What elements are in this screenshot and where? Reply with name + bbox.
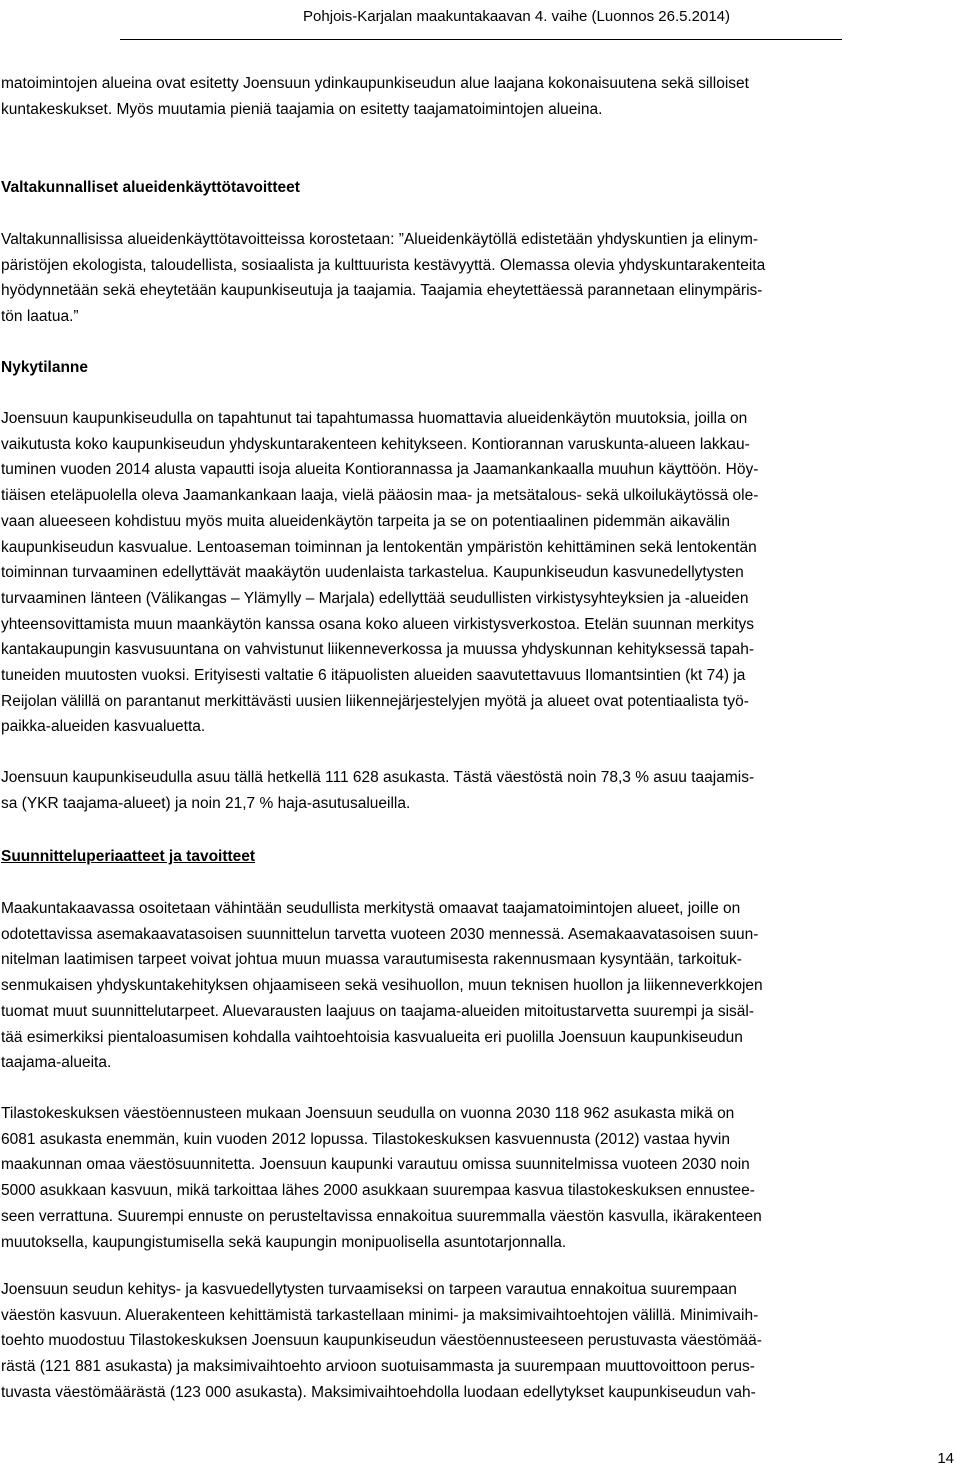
- text-line: kaupunkiseudun kasvualue. Lentoaseman toiminnan ja lentokentän ympäristön kehittäminen sekä lentokentän: [1, 538, 757, 556]
- text-line: rästä (121 881 asukasta) ja maksimivaihtoehto arvioon suotuisammasta ja suurempaan muuttovoittoon perus-: [1, 1358, 755, 1376]
- text-line: toehto muodostuu Tilastokeskuksen Joensuun kaupunkiseudun väestöennusteeseen perustuvasta väestömää-: [1, 1332, 762, 1350]
- valtakunnalliset-paragraph: [1, 227, 951, 330]
- section-heading-valtakunnalliset: Valtakunnalliset alueidenkäyttötavoitteet: [1, 179, 300, 196]
- text-line: matoimintojen alueina ovat esitetty Joensuun ydinkaupunkiseudun alue laajana kokonaisuutena sekä silloiset: [1, 75, 749, 92]
- text-line: Valtakunnallisissa alueidenkäyttötavoitteissa korostetaan: ”Alueidenkäytöllä edistetään yhdyskuntien ja elinym-: [1, 231, 759, 248]
- text-line: tuomat muut suunnittelutarpeet. Aluevarausten laajuus on taajama-alueiden mitoitustarvetta suurempi ja sisäl-: [1, 1002, 755, 1020]
- suunnittelu-paragraph-1: [1, 896, 951, 1076]
- text-line: Maakuntakaavassa osoitetaan vähintään seudullista merkitystä omaavat taajamatoimintojen alueet, joille on: [1, 900, 741, 917]
- text-line: toiminnan turvaaminen edellyttävät maakäytön uudenlaista tarkastelua. Kaupunkiseudun kasvunedellytysten: [1, 564, 744, 582]
- text-line: Joensuun seudun kehitys- ja kasvuedellytysten turvaamiseksi on tarpeen varautua ennakoitua suurempaan: [1, 1281, 737, 1298]
- text-line: tön laatua.”: [1, 308, 79, 326]
- text-line: taajama-alueita.: [1, 1054, 112, 1072]
- text-line: Tilastokeskuksen väestöennusteen mukaan Joensuun seudulla on vuonna 2030 118 962 asukasta mikä on: [1, 1105, 735, 1122]
- text-line: Reijolan välillä on parantanut merkittävästi uusien liikennejärjestelyjen myötä ja alueet ovat potentiaalista työ-: [1, 692, 749, 710]
- page-number: 14: [937, 1450, 954, 1467]
- text-line: maakunnan omaa väestösuunnitetta. Joensuun kaupunki varautuu omissa suunnitelmissa vuoteen 2030 noin: [1, 1156, 750, 1174]
- text-line: nitelman laatimisen tarpeet voivat johtua muun muassa varautumisesta rakennusmaan kysyntään, tarkoituk-: [1, 951, 742, 969]
- text-line: päristöjen ekologista, taloudellista, sosiaalista ja kulttuurista kestävyyttä. Olemassa olevia yhdyskuntarakenteita: [1, 256, 766, 274]
- section-heading-suunnitteluperiaatteet: Suunnitteluperiaatteet ja tavoitteet: [1, 848, 256, 865]
- text-line: tuminen vuoden 2014 alusta vapautti isoja alueita Kontiorannassa ja Jaamankankaalla muuhun käyttöön. Höy-: [1, 461, 759, 479]
- text-line: väestön kasvuun. Aluerakenteen kehittämistä tarkastellaan minimi- ja maksimivaihtoehtojen välillä. Minimivaih-: [1, 1306, 759, 1324]
- text-line: tuneiden muutosten vuoksi. Erityisesti valtatie 6 itäpuolisten alueiden saavutettavuus Ilomantsintien (kt 74) ja: [1, 667, 746, 685]
- suunnittelu-paragraph-3: [1, 1277, 951, 1406]
- nykytilanne-paragraph-2: [1, 765, 951, 816]
- text-line: vaikutusta koko kaupunkiseudun yhdyskuntarakenteen kehitykseen. Kontiorannan varuskunta-alueen lakkau-: [1, 435, 750, 453]
- text-line: Joensuun kaupunkiseudulla asuu tällä hetkellä 111 628 asukasta. Tästä väestöstä noin 78,3 % asuu taajamis-: [1, 769, 755, 786]
- text-line: seen verrattuna. Suurempi ennuste on perusteltavissa ennakoitua suuremmalla väestön kasvulla, ikärakenteen: [1, 1207, 762, 1225]
- header-divider: [120, 39, 842, 40]
- text-line: tiäisen eteläpuolella oleva Jaamankankaan laaja, vielä pääosin maa- ja metsätalous- sekä ulkoilukäytössä ole-: [1, 487, 759, 505]
- text-line: 6081 asukasta enemmän, kuin vuoden 2012 lopussa. Tilastokeskuksen kasvuennusta (2012) vastaa hyvin: [1, 1130, 730, 1148]
- text-line: 5000 asukkaan kasvuun, mikä tarkoittaa lähes 2000 asukkaan suurempaa kasvua tilastokeskuksen ennustee-: [1, 1182, 755, 1200]
- suunnittelu-paragraph-2: [1, 1101, 951, 1255]
- text-line: senmukaisen yhdyskuntakehityksen ohjaamiseen sekä vesihuollon, muun teknisen huollon ja liikenneverkkojen: [1, 977, 763, 995]
- text-line: Joensuun kaupunkiseudulla on tapahtunut tai tapahtumassa huomattavia alueidenkäytön muutoksia, joilla on: [1, 410, 748, 427]
- text-line: tuvasta väestömäärästä (123 000 asukasta). Maksimivaihtoehdolla luodaan edellytykset kaupunkiseudun vah-: [1, 1383, 756, 1401]
- text-line: vaan alueeseen kohdistuu myös muita alueidenkäytön tarpeita ja se on potentiaalinen pidemmän aikavälin: [1, 512, 730, 530]
- text-line: kuntakeskukset. Myös muutamia pieniä taajamia on esitetty taajamatoimintojen alueina.: [1, 100, 603, 118]
- text-line: tää esimerkiksi pientaloasumisen kohdalla vaihtoehtoisia kasvualueita eri puolilla Joensuun kaupunkiseudun: [1, 1028, 743, 1046]
- intro-paragraph: [1, 71, 951, 122]
- text-line: yhteensovittamista muun maankäytön kanssa osana koko alueen virkistysverkostoa. Etelän suunnan merkitys: [1, 615, 754, 633]
- text-line: hyödynnetään sekä eheytetään kaupunkiseutuja ja taajamia. Taajamia eheytettäessä parannetaan elinympäris-: [1, 282, 763, 300]
- running-header: Pohjois-Karjalan maakuntakaavan 4. vaihe (Luonnos 26.5.2014): [303, 8, 730, 25]
- text-line: kantakaupungin kasvusuuntana on vahvistunut liikenneverkossa ja muussa yhdyskunnan kehityksessä tapah-: [1, 641, 755, 659]
- text-line: sa (YKR taajama-alueet) ja noin 21,7 % haja-asutusalueilla.: [1, 794, 411, 812]
- text-line: muutoksella, kaupungistumisella sekä kaupungin monipuolisella asuntotarjonnalla.: [1, 1233, 567, 1251]
- text-line: turvaaminen länteen (Välikangas – Ylämylly – Marjala) edellyttää seudullisten virkistysyhteyksien ja -alueiden: [1, 589, 749, 607]
- text-line: odotettavissa asemakaavatasoisen suunnittelun tarvetta vuoteen 2030 mennessä. Asemakaavatasoisen suun-: [1, 925, 759, 943]
- text-line: paikka-alueiden kasvualuetta.: [1, 718, 206, 736]
- section-heading-nykytilanne: Nykytilanne: [1, 359, 89, 376]
- nykytilanne-paragraph-1: [1, 406, 951, 740]
